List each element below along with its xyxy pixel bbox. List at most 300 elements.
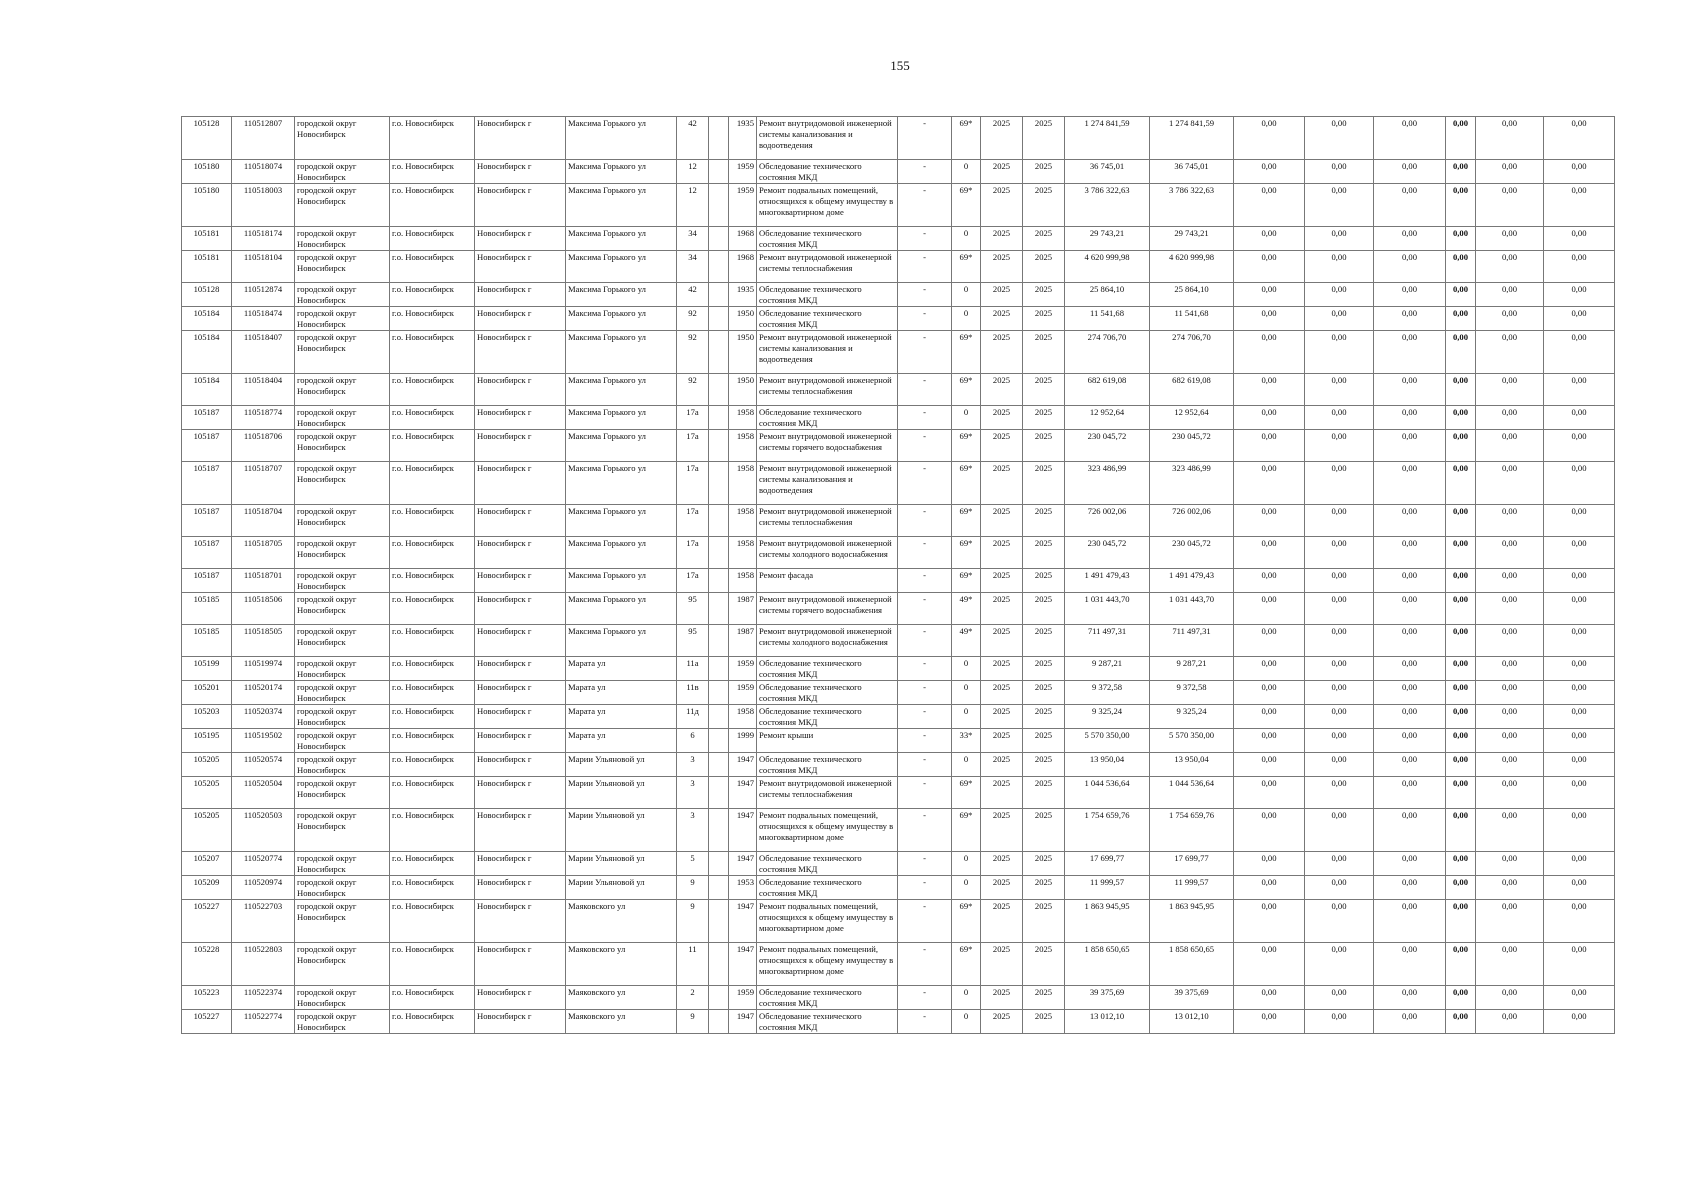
cell-city: Новосибирск г [475, 681, 566, 705]
cell-amount-5: 0,00 [1476, 729, 1544, 753]
cell-house: 3 [677, 777, 709, 809]
cell-id: 105207 [182, 852, 232, 876]
cell-house: 92 [677, 331, 709, 374]
cell-street: Максима Горького ул [566, 251, 677, 283]
cell-amount-4: 0,00 [1446, 251, 1476, 283]
cell-go: г.о. Новосибирск [390, 117, 475, 160]
cell-total-cost: 5 570 350,00 [1065, 729, 1150, 753]
cell-year-end: 2025 [1023, 505, 1065, 537]
cell-go: г.о. Новосибирск [390, 374, 475, 406]
cell-year-end: 2025 [1023, 809, 1065, 852]
cell-code: 110518506 [232, 593, 295, 625]
cell-house: 17а [677, 430, 709, 462]
cell-go: г.о. Новосибирск [390, 777, 475, 809]
cell-year-start: 2025 [981, 625, 1023, 657]
cell-work: Обследование технического состояния МКД [757, 406, 898, 430]
cell-amount-3: 0,00 [1374, 307, 1446, 331]
cell-city: Новосибирск г [475, 374, 566, 406]
cell-total-cost: 13 012,10 [1065, 1010, 1150, 1034]
cell-total-cost: 274 706,70 [1065, 331, 1150, 374]
cell-work: Ремонт внутридомовой инженерной системы теплоснабжения [757, 374, 898, 406]
cell-fund-cost: 274 706,70 [1150, 331, 1234, 374]
cell-year-end: 2025 [1023, 876, 1065, 900]
cell-go: г.о. Новосибирск [390, 227, 475, 251]
cell-amount-3: 0,00 [1374, 1010, 1446, 1034]
cell-fund-cost: 29 743,21 [1150, 227, 1234, 251]
cell-dash: - [898, 227, 952, 251]
cell-amount-6: 0,00 [1544, 705, 1615, 729]
cell-go: г.о. Новосибирск [390, 505, 475, 537]
cell-city: Новосибирск г [475, 625, 566, 657]
cell-amount-2: 0,00 [1305, 569, 1374, 593]
cell-year-start: 2025 [981, 657, 1023, 681]
cell-go: г.о. Новосибирск [390, 625, 475, 657]
cell-okrug: городской округ Новосибирск [295, 307, 390, 331]
cell-dash: - [898, 681, 952, 705]
cell-id: 105227 [182, 900, 232, 943]
cell-id: 105209 [182, 876, 232, 900]
cell-amount-4: 0,00 [1446, 876, 1476, 900]
cell-fund-cost: 25 864,10 [1150, 283, 1234, 307]
cell-amount-5: 0,00 [1476, 657, 1544, 681]
cell-code: 110522774 [232, 1010, 295, 1034]
cell-year: 1968 [729, 251, 757, 283]
cell-okrug: городской округ Новосибирск [295, 777, 390, 809]
cell-percent: 69* [952, 184, 981, 227]
cell-amount-6: 0,00 [1544, 406, 1615, 430]
cell-amount-4: 0,00 [1446, 430, 1476, 462]
cell-empty [709, 374, 729, 406]
cell-go: г.о. Новосибирск [390, 705, 475, 729]
cell-percent: 69* [952, 462, 981, 505]
cell-year: 1959 [729, 681, 757, 705]
cell-total-cost: 9 372,58 [1065, 681, 1150, 705]
cell-amount-2: 0,00 [1305, 251, 1374, 283]
cell-street: Максима Горького ул [566, 537, 677, 569]
cell-house: 92 [677, 374, 709, 406]
cell-dash: - [898, 406, 952, 430]
cell-amount-4: 0,00 [1446, 283, 1476, 307]
cell-city: Новосибирск г [475, 900, 566, 943]
cell-year: 1958 [729, 569, 757, 593]
cell-year-end: 2025 [1023, 283, 1065, 307]
cell-amount-4: 0,00 [1446, 117, 1476, 160]
cell-amount-1: 0,00 [1234, 251, 1305, 283]
cell-year-start: 2025 [981, 986, 1023, 1010]
cell-amount-1: 0,00 [1234, 729, 1305, 753]
cell-amount-1: 0,00 [1234, 462, 1305, 505]
table-row [182, 569, 1615, 593]
cell-work: Ремонт крыши [757, 729, 898, 753]
cell-city: Новосибирск г [475, 852, 566, 876]
cell-empty [709, 900, 729, 943]
cell-amount-3: 0,00 [1374, 681, 1446, 705]
cell-year-end: 2025 [1023, 537, 1065, 569]
cell-amount-5: 0,00 [1476, 809, 1544, 852]
cell-year: 1958 [729, 430, 757, 462]
table-row [182, 283, 1615, 307]
cell-amount-2: 0,00 [1305, 430, 1374, 462]
cell-empty [709, 1010, 729, 1034]
cell-amount-5: 0,00 [1476, 406, 1544, 430]
cell-amount-3: 0,00 [1374, 852, 1446, 876]
table-row [182, 117, 1615, 160]
cell-amount-3: 0,00 [1374, 876, 1446, 900]
cell-total-cost: 711 497,31 [1065, 625, 1150, 657]
cell-percent: 0 [952, 657, 981, 681]
cell-city: Новосибирск г [475, 593, 566, 625]
cell-amount-1: 0,00 [1234, 374, 1305, 406]
cell-amount-1: 0,00 [1234, 943, 1305, 986]
table-row [182, 251, 1615, 283]
cell-year-start: 2025 [981, 505, 1023, 537]
cell-year-end: 2025 [1023, 705, 1065, 729]
cell-fund-cost: 13 950,04 [1150, 753, 1234, 777]
cell-amount-1: 0,00 [1234, 307, 1305, 331]
cell-total-cost: 13 950,04 [1065, 753, 1150, 777]
cell-house: 2 [677, 986, 709, 1010]
table-row [182, 184, 1615, 227]
cell-okrug: городской округ Новосибирск [295, 537, 390, 569]
cell-amount-1: 0,00 [1234, 657, 1305, 681]
cell-city: Новосибирск г [475, 430, 566, 462]
cell-year: 1959 [729, 986, 757, 1010]
cell-percent: 69* [952, 777, 981, 809]
cell-year-start: 2025 [981, 430, 1023, 462]
cell-empty [709, 986, 729, 1010]
capital-repair-table [181, 116, 1615, 1034]
cell-amount-3: 0,00 [1374, 986, 1446, 1010]
cell-year: 1953 [729, 876, 757, 900]
cell-id: 105180 [182, 184, 232, 227]
cell-go: г.о. Новосибирск [390, 462, 475, 505]
cell-code: 110520374 [232, 705, 295, 729]
cell-year-start: 2025 [981, 227, 1023, 251]
cell-amount-6: 0,00 [1544, 251, 1615, 283]
cell-city: Новосибирск г [475, 331, 566, 374]
cell-empty [709, 462, 729, 505]
cell-house: 9 [677, 900, 709, 943]
cell-house: 9 [677, 1010, 709, 1034]
cell-empty [709, 705, 729, 729]
table-row [182, 625, 1615, 657]
cell-amount-2: 0,00 [1305, 900, 1374, 943]
cell-amount-1: 0,00 [1234, 331, 1305, 374]
cell-amount-5: 0,00 [1476, 852, 1544, 876]
cell-code: 110520574 [232, 753, 295, 777]
cell-amount-2: 0,00 [1305, 307, 1374, 331]
cell-work: Ремонт подвальных помещений, относящихся к общему имуществу в многоквартирном доме [757, 900, 898, 943]
cell-year: 1950 [729, 307, 757, 331]
cell-amount-1: 0,00 [1234, 184, 1305, 227]
cell-code: 110518074 [232, 160, 295, 184]
cell-dash: - [898, 900, 952, 943]
cell-year-end: 2025 [1023, 657, 1065, 681]
cell-amount-2: 0,00 [1305, 681, 1374, 705]
cell-okrug: городской округ Новосибирск [295, 876, 390, 900]
cell-id: 105184 [182, 307, 232, 331]
cell-year: 1947 [729, 900, 757, 943]
cell-amount-2: 0,00 [1305, 777, 1374, 809]
cell-okrug: городской округ Новосибирск [295, 227, 390, 251]
cell-okrug: городской округ Новосибирск [295, 430, 390, 462]
cell-year: 1968 [729, 227, 757, 251]
cell-id: 105187 [182, 569, 232, 593]
cell-year-start: 2025 [981, 681, 1023, 705]
cell-amount-4: 0,00 [1446, 406, 1476, 430]
cell-id: 105187 [182, 462, 232, 505]
cell-go: г.о. Новосибирск [390, 657, 475, 681]
cell-work: Ремонт внутридомовой инженерной системы холодного водоснабжения [757, 625, 898, 657]
cell-code: 110518104 [232, 251, 295, 283]
cell-amount-1: 0,00 [1234, 625, 1305, 657]
cell-year-end: 2025 [1023, 331, 1065, 374]
cell-amount-1: 0,00 [1234, 705, 1305, 729]
cell-empty [709, 569, 729, 593]
cell-fund-cost: 9 372,58 [1150, 681, 1234, 705]
cell-amount-3: 0,00 [1374, 251, 1446, 283]
cell-year: 1947 [729, 943, 757, 986]
cell-percent: 69* [952, 505, 981, 537]
cell-amount-1: 0,00 [1234, 681, 1305, 705]
cell-amount-1: 0,00 [1234, 1010, 1305, 1034]
cell-year: 1958 [729, 537, 757, 569]
cell-fund-cost: 1 031 443,70 [1150, 593, 1234, 625]
cell-street: Максима Горького ул [566, 569, 677, 593]
table-row [182, 307, 1615, 331]
cell-city: Новосибирск г [475, 227, 566, 251]
cell-percent: 69* [952, 569, 981, 593]
cell-okrug: городской округ Новосибирск [295, 681, 390, 705]
cell-id: 105184 [182, 374, 232, 406]
cell-house: 11 [677, 943, 709, 986]
cell-year-start: 2025 [981, 753, 1023, 777]
cell-amount-4: 0,00 [1446, 569, 1476, 593]
cell-amount-2: 0,00 [1305, 753, 1374, 777]
table-row [182, 331, 1615, 374]
cell-city: Новосибирск г [475, 283, 566, 307]
cell-code: 110512807 [232, 117, 295, 160]
cell-dash: - [898, 283, 952, 307]
cell-code: 110518705 [232, 537, 295, 569]
cell-amount-5: 0,00 [1476, 283, 1544, 307]
cell-amount-1: 0,00 [1234, 593, 1305, 625]
cell-year-end: 2025 [1023, 593, 1065, 625]
cell-id: 105185 [182, 625, 232, 657]
cell-amount-1: 0,00 [1234, 430, 1305, 462]
cell-id: 105128 [182, 283, 232, 307]
cell-year: 1935 [729, 117, 757, 160]
cell-total-cost: 726 002,06 [1065, 505, 1150, 537]
cell-amount-1: 0,00 [1234, 283, 1305, 307]
cell-year-end: 2025 [1023, 227, 1065, 251]
cell-city: Новосибирск г [475, 705, 566, 729]
cell-id: 105187 [182, 406, 232, 430]
table-row [182, 430, 1615, 462]
cell-amount-2: 0,00 [1305, 876, 1374, 900]
cell-amount-2: 0,00 [1305, 160, 1374, 184]
cell-house: 95 [677, 593, 709, 625]
cell-year-start: 2025 [981, 184, 1023, 227]
cell-go: г.о. Новосибирск [390, 1010, 475, 1034]
table-body [182, 117, 1615, 1034]
cell-amount-1: 0,00 [1234, 117, 1305, 160]
cell-street: Максима Горького ул [566, 117, 677, 160]
cell-fund-cost: 3 786 322,63 [1150, 184, 1234, 227]
cell-okrug: городской округ Новосибирск [295, 593, 390, 625]
cell-city: Новосибирск г [475, 251, 566, 283]
cell-amount-4: 0,00 [1446, 753, 1476, 777]
cell-dash: - [898, 430, 952, 462]
cell-city: Новосибирск г [475, 505, 566, 537]
cell-street: Максима Горького ул [566, 505, 677, 537]
cell-amount-6: 0,00 [1544, 593, 1615, 625]
cell-work: Ремонт внутридомовой инженерной системы канализования и водоотведения [757, 117, 898, 160]
cell-street: Марата ул [566, 681, 677, 705]
cell-street: Максима Горького ул [566, 160, 677, 184]
cell-fund-cost: 711 497,31 [1150, 625, 1234, 657]
cell-total-cost: 230 045,72 [1065, 430, 1150, 462]
cell-percent: 49* [952, 625, 981, 657]
cell-year: 1950 [729, 374, 757, 406]
cell-dash: - [898, 374, 952, 406]
cell-year: 1947 [729, 777, 757, 809]
cell-amount-6: 0,00 [1544, 657, 1615, 681]
cell-total-cost: 323 486,99 [1065, 462, 1150, 505]
cell-code: 110518701 [232, 569, 295, 593]
cell-house: 17а [677, 569, 709, 593]
cell-work: Обследование технического состояния МКД [757, 986, 898, 1010]
cell-dash: - [898, 657, 952, 681]
cell-year: 1958 [729, 505, 757, 537]
cell-work: Ремонт внутридомовой инженерной системы холодного водоснабжения [757, 537, 898, 569]
cell-amount-6: 0,00 [1544, 462, 1615, 505]
cell-year-start: 2025 [981, 852, 1023, 876]
cell-go: г.о. Новосибирск [390, 681, 475, 705]
cell-okrug: городской округ Новосибирск [295, 986, 390, 1010]
cell-amount-1: 0,00 [1234, 876, 1305, 900]
cell-total-cost: 12 952,64 [1065, 406, 1150, 430]
cell-work: Ремонт внутридомовой инженерной системы горячего водоснабжения [757, 593, 898, 625]
cell-empty [709, 117, 729, 160]
cell-go: г.о. Новосибирск [390, 900, 475, 943]
cell-city: Новосибирск г [475, 657, 566, 681]
cell-amount-4: 0,00 [1446, 705, 1476, 729]
cell-amount-2: 0,00 [1305, 462, 1374, 505]
cell-total-cost: 29 743,21 [1065, 227, 1150, 251]
cell-house: 12 [677, 184, 709, 227]
cell-amount-1: 0,00 [1234, 406, 1305, 430]
cell-okrug: городской округ Новосибирск [295, 705, 390, 729]
cell-percent: 69* [952, 331, 981, 374]
cell-year-start: 2025 [981, 251, 1023, 283]
cell-dash: - [898, 705, 952, 729]
cell-amount-2: 0,00 [1305, 852, 1374, 876]
cell-work: Ремонт внутридомовой инженерной системы канализования и водоотведения [757, 331, 898, 374]
cell-dash: - [898, 537, 952, 569]
cell-amount-5: 0,00 [1476, 251, 1544, 283]
cell-empty [709, 657, 729, 681]
cell-percent: 0 [952, 1010, 981, 1034]
cell-empty [709, 876, 729, 900]
cell-amount-3: 0,00 [1374, 593, 1446, 625]
cell-amount-1: 0,00 [1234, 986, 1305, 1010]
cell-amount-4: 0,00 [1446, 809, 1476, 852]
cell-amount-2: 0,00 [1305, 537, 1374, 569]
cell-year-end: 2025 [1023, 777, 1065, 809]
table-row [182, 852, 1615, 876]
cell-amount-6: 0,00 [1544, 160, 1615, 184]
cell-house: 12 [677, 160, 709, 184]
cell-amount-1: 0,00 [1234, 753, 1305, 777]
cell-year-start: 2025 [981, 117, 1023, 160]
cell-year: 1959 [729, 184, 757, 227]
cell-dash: - [898, 876, 952, 900]
cell-percent: 49* [952, 593, 981, 625]
cell-go: г.о. Новосибирск [390, 876, 475, 900]
cell-dash: - [898, 625, 952, 657]
cell-street: Марата ул [566, 729, 677, 753]
table-row [182, 1010, 1615, 1034]
cell-percent: 0 [952, 876, 981, 900]
cell-year-start: 2025 [981, 809, 1023, 852]
table-row [182, 900, 1615, 943]
cell-city: Новосибирск г [475, 1010, 566, 1034]
cell-fund-cost: 39 375,69 [1150, 986, 1234, 1010]
cell-city: Новосибирск г [475, 753, 566, 777]
cell-go: г.о. Новосибирск [390, 331, 475, 374]
table-row [182, 986, 1615, 1010]
cell-code: 110518404 [232, 374, 295, 406]
cell-okrug: городской округ Новосибирск [295, 331, 390, 374]
cell-go: г.о. Новосибирск [390, 307, 475, 331]
cell-fund-cost: 323 486,99 [1150, 462, 1234, 505]
cell-year-end: 2025 [1023, 160, 1065, 184]
cell-amount-6: 0,00 [1544, 943, 1615, 986]
cell-percent: 0 [952, 753, 981, 777]
cell-year-end: 2025 [1023, 430, 1065, 462]
cell-code: 110520774 [232, 852, 295, 876]
cell-empty [709, 537, 729, 569]
cell-amount-5: 0,00 [1476, 462, 1544, 505]
cell-street: Максима Горького ул [566, 462, 677, 505]
cell-work: Ремонт фасада [757, 569, 898, 593]
cell-percent: 0 [952, 986, 981, 1010]
cell-empty [709, 227, 729, 251]
cell-house: 42 [677, 117, 709, 160]
cell-amount-4: 0,00 [1446, 625, 1476, 657]
cell-dash: - [898, 569, 952, 593]
table-row [182, 537, 1615, 569]
cell-dash: - [898, 331, 952, 374]
cell-id: 105128 [182, 117, 232, 160]
cell-okrug: городской округ Новосибирск [295, 943, 390, 986]
cell-id: 105199 [182, 657, 232, 681]
cell-year-end: 2025 [1023, 729, 1065, 753]
cell-amount-1: 0,00 [1234, 777, 1305, 809]
cell-amount-3: 0,00 [1374, 374, 1446, 406]
cell-amount-3: 0,00 [1374, 184, 1446, 227]
cell-fund-cost: 1 754 659,76 [1150, 809, 1234, 852]
cell-year: 1947 [729, 809, 757, 852]
cell-street: Максима Горького ул [566, 406, 677, 430]
cell-go: г.о. Новосибирск [390, 809, 475, 852]
cell-fund-cost: 5 570 350,00 [1150, 729, 1234, 753]
cell-city: Новосибирск г [475, 729, 566, 753]
cell-year-end: 2025 [1023, 681, 1065, 705]
cell-id: 105180 [182, 160, 232, 184]
cell-amount-2: 0,00 [1305, 406, 1374, 430]
